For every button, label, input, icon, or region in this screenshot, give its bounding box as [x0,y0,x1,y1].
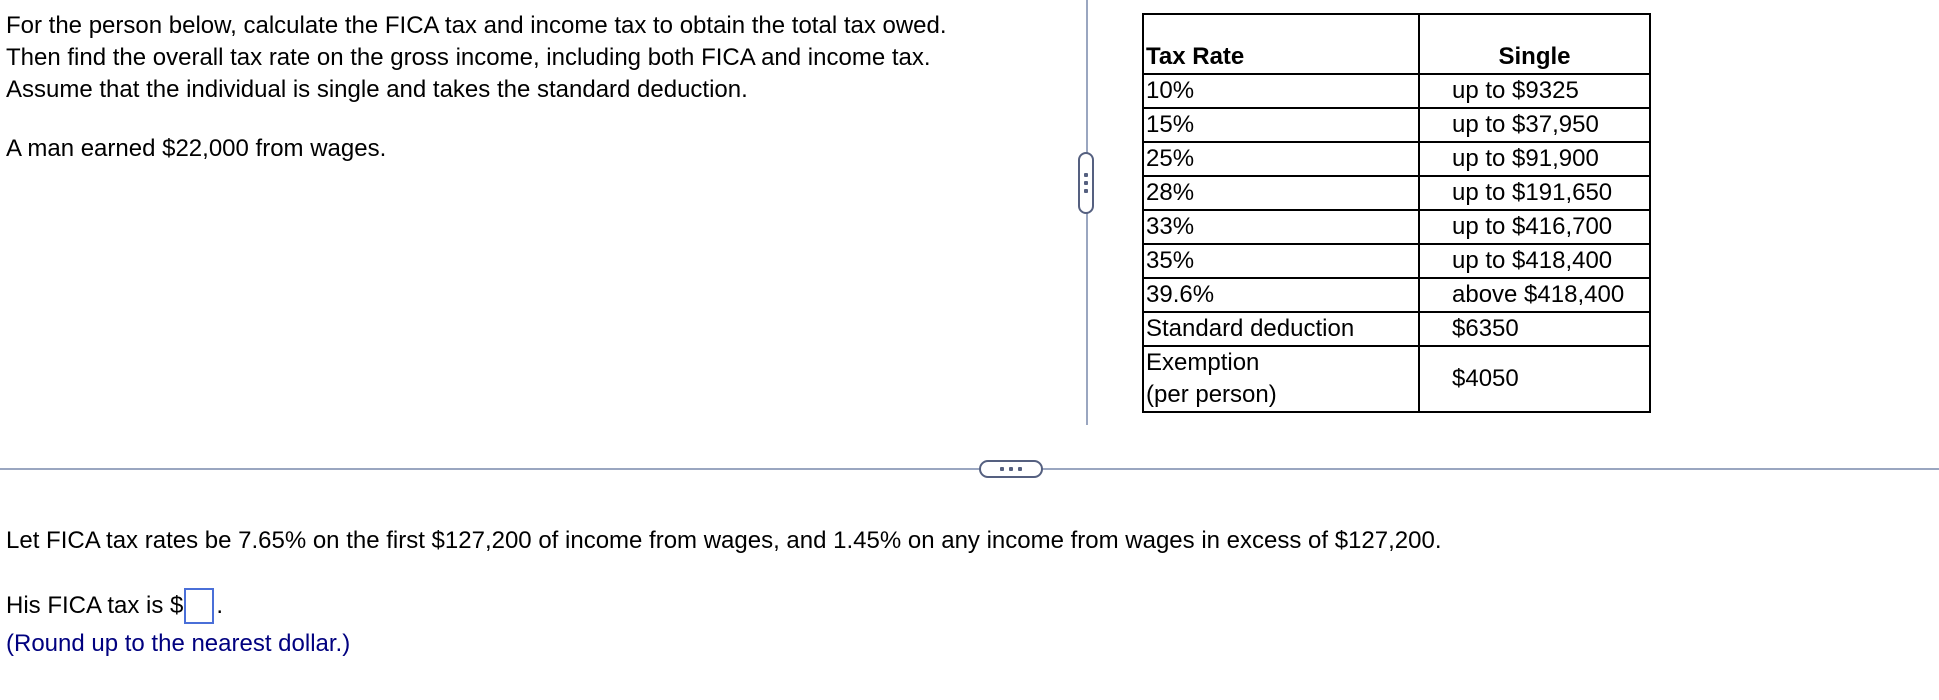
single-cell: up to $37,950 [1419,108,1650,142]
answer-line [6,588,223,624]
rounding-hint: (Round up to the nearest dollar.) [6,630,351,657]
exemption-label: Exemption [1146,349,1260,376]
grip-dot-icon [1009,467,1013,471]
table-row [1143,312,1650,346]
fica-tax-input[interactable] [184,588,214,624]
instruction-line-2: Then find the overall tax rate on the gross income, including both FICA and income tax. [6,44,931,71]
table-row [1143,176,1650,210]
single-cell: above $418,400 [1419,278,1650,312]
answer-prefix: His FICA tax is $ [6,592,184,619]
single-cell: up to $416,700 [1419,210,1650,244]
vertical-splitter-handle[interactable] [1078,152,1094,214]
header-tax-rate: Tax Rate [1143,14,1419,74]
problem-instructions [6,10,1066,106]
fica-rule-text: Let FICA tax rates be 7.65% on the first $127,200 of income from wages, and 1.45% on any income from wages in excess of $127,200. [6,527,1442,554]
exemption-label-cell [1143,346,1419,412]
single-cell: up to $9325 [1419,74,1650,108]
grip-dot-icon [1000,467,1004,471]
table-row-exemption [1143,346,1650,412]
tax-rate-table [1142,13,1651,413]
table-header-row [1143,14,1650,74]
rate-cell: 28% [1143,176,1419,210]
grip-dot-icon [1084,181,1088,185]
exemption-value: $4050 [1419,346,1650,412]
rate-cell: 15% [1143,108,1419,142]
table-row [1143,278,1650,312]
single-cell: up to $91,900 [1419,142,1650,176]
table-row [1143,74,1650,108]
answer-suffix: . [216,592,224,619]
header-single: Single [1419,14,1650,74]
grip-dot-icon [1084,173,1088,177]
horizontal-splitter-handle[interactable] [979,460,1043,478]
rate-cell: 33% [1143,210,1419,244]
rate-cell: 39.6% [1143,278,1419,312]
table-row [1143,108,1650,142]
single-cell: up to $418,400 [1419,244,1650,278]
single-cell: $6350 [1419,312,1650,346]
grip-dot-icon [1018,467,1022,471]
horizontal-splitter[interactable] [0,468,1939,470]
single-cell: up to $191,650 [1419,176,1650,210]
instruction-line-3: Assume that the individual is single and takes the standard deduction. [6,76,748,103]
rate-cell: 10% [1143,74,1419,108]
problem-scenario: A man earned $22,000 from wages. [6,135,387,162]
instruction-line-1: For the person below, calculate the FICA tax and income tax to obtain the total tax owed. [6,12,947,39]
table-row [1143,210,1650,244]
table-row [1143,244,1650,278]
table-row [1143,142,1650,176]
exemption-sublabel: (per person) [1146,381,1277,408]
rate-cell: 35% [1143,244,1419,278]
rate-cell: 25% [1143,142,1419,176]
grip-dot-icon [1084,189,1088,193]
rate-cell: Standard deduction [1143,312,1419,346]
